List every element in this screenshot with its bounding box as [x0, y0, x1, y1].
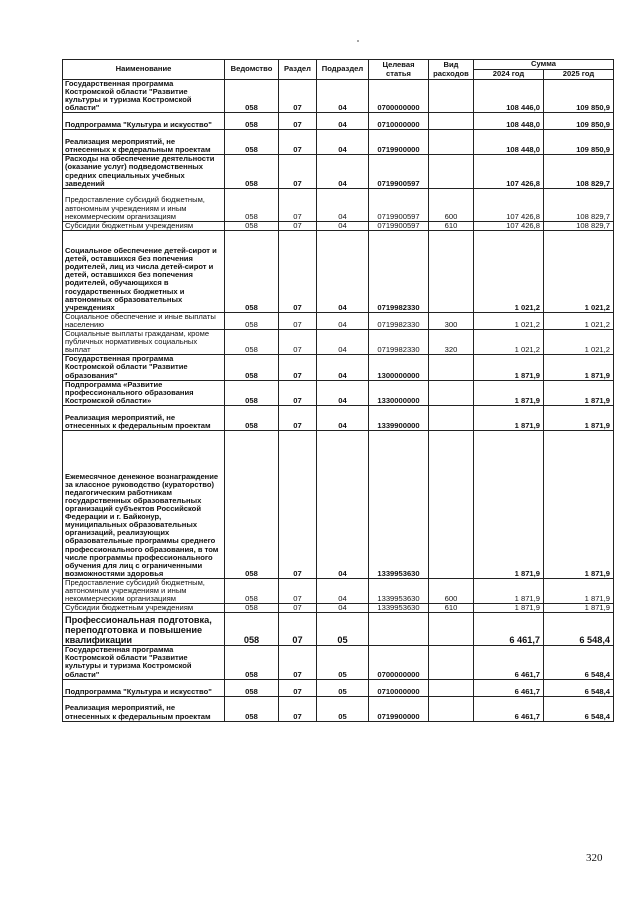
cell-section: 07: [279, 405, 317, 430]
table-row: [63, 696, 614, 721]
cell-section: 07: [279, 330, 317, 355]
table-row: [63, 130, 614, 155]
cell-s2025: 108 829,7: [544, 221, 614, 230]
cell-sub: 05: [317, 696, 369, 721]
cell-dept: 058: [225, 130, 279, 155]
cell-dept: 058: [225, 312, 279, 329]
cell-s2024: 108 448,0: [474, 130, 544, 155]
cell-sub: 04: [317, 405, 369, 430]
cell-exp: 300: [429, 312, 474, 329]
cell-s2025: 1 871,9: [544, 355, 614, 380]
cell-s2024: 6 461,7: [474, 679, 544, 696]
cell-s2024: 1 871,9: [474, 355, 544, 380]
cell-name: Профессиональная подготовка, переподготовка и повышение квалификации: [63, 613, 225, 646]
cell-sub: 04: [317, 155, 369, 188]
cell-section: 07: [279, 578, 317, 603]
cell-name: Подпрограмма «Развитие профессионального образования Костромской области»: [63, 380, 225, 405]
cell-exp: 610: [429, 604, 474, 613]
cell-sub: 04: [317, 604, 369, 613]
cell-exp: [429, 679, 474, 696]
cell-s2024: 108 446,0: [474, 80, 544, 113]
cell-exp: [429, 113, 474, 130]
cell-s2025: 6 548,4: [544, 696, 614, 721]
cell-exp: [429, 696, 474, 721]
cell-section: 07: [279, 188, 317, 221]
cell-target: 1300000000: [369, 355, 429, 380]
col-header-2024: 2024 год: [474, 70, 544, 80]
cell-section: 07: [279, 355, 317, 380]
cell-s2024: 1 871,9: [474, 578, 544, 603]
cell-target: 0719900000: [369, 696, 429, 721]
cell-sub: 04: [317, 578, 369, 603]
cell-target: 1339953630: [369, 578, 429, 603]
cell-s2025: 1 871,9: [544, 578, 614, 603]
cell-section: 07: [279, 113, 317, 130]
cell-exp: 600: [429, 188, 474, 221]
cell-exp: 600: [429, 578, 474, 603]
cell-s2025: 1 871,9: [544, 405, 614, 430]
cell-target: 0719900000: [369, 130, 429, 155]
cell-s2025: 6 548,4: [544, 613, 614, 646]
cell-s2024: 6 461,7: [474, 613, 544, 646]
cell-s2025: 109 850,9: [544, 113, 614, 130]
cell-sub: 04: [317, 130, 369, 155]
col-header-section: Раздел: [279, 60, 317, 80]
table-row: [63, 355, 614, 380]
cell-s2024: 6 461,7: [474, 696, 544, 721]
cell-name: Реализация мероприятий, не отнесенных к федеральным проектам: [63, 696, 225, 721]
cell-s2025: 1 021,2: [544, 230, 614, 312]
cell-sub: 04: [317, 312, 369, 329]
cell-target: 1339953630: [369, 430, 429, 578]
cell-s2024: 1 021,2: [474, 312, 544, 329]
cell-sub: 04: [317, 113, 369, 130]
cell-dept: 058: [225, 613, 279, 646]
cell-section: 07: [279, 221, 317, 230]
cell-sub: 04: [317, 380, 369, 405]
cell-s2024: 1 021,2: [474, 330, 544, 355]
cell-section: 07: [279, 155, 317, 188]
table-row: [63, 604, 614, 613]
cell-target: 0719982330: [369, 312, 429, 329]
cell-s2024: 107 426,8: [474, 155, 544, 188]
cell-dept: 058: [225, 405, 279, 430]
cell-s2024: 107 426,8: [474, 221, 544, 230]
cell-target: 0700000000: [369, 646, 429, 679]
cell-name: Подпрограмма "Культура и искусство": [63, 113, 225, 130]
cell-dept: 058: [225, 380, 279, 405]
cell-name: Реализация мероприятий, не отнесенных к федеральным проектам: [63, 405, 225, 430]
cell-exp: [429, 430, 474, 578]
table-row: [63, 113, 614, 130]
cell-section: 07: [279, 130, 317, 155]
cell-name: Социальное обеспечение и иные выплаты населению: [63, 312, 225, 329]
cell-target: 1339900000: [369, 405, 429, 430]
cell-s2025: 1 871,9: [544, 430, 614, 578]
cell-section: 07: [279, 80, 317, 113]
table-row: [63, 221, 614, 230]
col-header-exp-type: Вид расходов: [429, 60, 474, 80]
cell-s2024: 1 871,9: [474, 430, 544, 578]
cell-dept: 058: [225, 355, 279, 380]
table-row: [63, 230, 614, 312]
cell-sub: 04: [317, 330, 369, 355]
cell-section: 07: [279, 613, 317, 646]
col-header-subsection: Подраздел: [317, 60, 369, 80]
cell-exp: [429, 613, 474, 646]
table-row: [63, 430, 614, 578]
cell-s2024: 107 426,8: [474, 188, 544, 221]
budget-table: [62, 59, 614, 722]
page-number: 320: [586, 852, 603, 864]
table-row: [63, 405, 614, 430]
cell-target: 0710000000: [369, 113, 429, 130]
table-row: [63, 330, 614, 355]
cell-s2025: 6 548,4: [544, 679, 614, 696]
budget-rows: [63, 80, 614, 722]
cell-name: Подпрограмма "Культура и искусство": [63, 679, 225, 696]
cell-exp: [429, 646, 474, 679]
cell-s2024: 108 448,0: [474, 113, 544, 130]
cell-exp: [429, 355, 474, 380]
cell-dept: 058: [225, 230, 279, 312]
cell-section: 07: [279, 679, 317, 696]
cell-s2024: 1 871,9: [474, 604, 544, 613]
cell-sub: 04: [317, 230, 369, 312]
cell-sub: 05: [317, 646, 369, 679]
cell-s2025: 1 021,2: [544, 312, 614, 329]
cell-s2024: 6 461,7: [474, 646, 544, 679]
cell-s2025: 108 829,7: [544, 188, 614, 221]
cell-s2025: 1 021,2: [544, 330, 614, 355]
cell-name: Предоставление субсидий бюджетным, автономным учреждениям и иным некоммерческим организациям: [63, 188, 225, 221]
cell-exp: [429, 230, 474, 312]
table-row: [63, 312, 614, 329]
table-row: [63, 646, 614, 679]
cell-target: 0719900597: [369, 155, 429, 188]
cell-exp: 610: [429, 221, 474, 230]
cell-name: Расходы на обеспечение деятельности (оказание услуг) подведомственных средних специальных учебных заведений: [63, 155, 225, 188]
cell-target: 0710000000: [369, 679, 429, 696]
table-row: [63, 578, 614, 603]
cell-name: Ежемесячное денежное вознаграждение за классное руководство (кураторство) педагогическим работникам государственных образовательных организаций субъектов Российской Федерации и г. Байконур, муниципальных образовательных организаций, реализующих образовательные программы среднего профессионального образования, в том числе программы профессионального обучения для лиц с ограниченными возможностями здоровья: [63, 430, 225, 578]
cell-section: 07: [279, 230, 317, 312]
cell-exp: [429, 80, 474, 113]
cell-exp: [429, 405, 474, 430]
cell-dept: 058: [225, 188, 279, 221]
cell-s2024: 1 871,9: [474, 405, 544, 430]
cell-s2025: 109 850,9: [544, 80, 614, 113]
cell-dept: 058: [225, 155, 279, 188]
cell-sub: 04: [317, 188, 369, 221]
col-header-2025: 2025 год: [544, 70, 614, 80]
cell-dept: 058: [225, 221, 279, 230]
cell-name: Государственная программа Костромской области "Развитие культуры и туризма Костромской области": [63, 80, 225, 113]
cell-sub: 04: [317, 221, 369, 230]
cell-s2025: 6 548,4: [544, 646, 614, 679]
cell-target: 0719900597: [369, 188, 429, 221]
cell-sub: 05: [317, 613, 369, 646]
table-row: [63, 613, 614, 646]
table-row: [63, 155, 614, 188]
cell-dept: 058: [225, 646, 279, 679]
cell-exp: [429, 380, 474, 405]
cell-dept: 058: [225, 80, 279, 113]
cell-dept: 058: [225, 430, 279, 578]
cell-target: 0719982330: [369, 330, 429, 355]
cell-s2024: 1 021,2: [474, 230, 544, 312]
cell-sub: 04: [317, 80, 369, 113]
col-header-sum: Сумма: [474, 60, 614, 70]
cell-exp: 320: [429, 330, 474, 355]
cell-name: Субсидии бюджетным учреждениям: [63, 604, 225, 613]
cell-section: 07: [279, 646, 317, 679]
table-row: [63, 188, 614, 221]
table-row: [63, 80, 614, 113]
header-row: [63, 60, 614, 70]
cell-target: 0719900597: [369, 221, 429, 230]
cell-section: 07: [279, 696, 317, 721]
table-row: [63, 380, 614, 405]
cell-sub: 04: [317, 430, 369, 578]
cell-dept: 058: [225, 679, 279, 696]
cell-name: Субсидии бюджетным учреждениям: [63, 221, 225, 230]
cell-dept: 058: [225, 604, 279, 613]
cell-s2025: 109 850,9: [544, 130, 614, 155]
cell-target: 1330000000: [369, 380, 429, 405]
cell-section: 07: [279, 604, 317, 613]
cell-dept: 058: [225, 578, 279, 603]
cell-target: 0700000000: [369, 80, 429, 113]
cell-s2025: 1 871,9: [544, 380, 614, 405]
cell-target: 0719982330: [369, 230, 429, 312]
table-row: [63, 679, 614, 696]
cell-dept: 058: [225, 696, 279, 721]
cell-name: Государственная программа Костромской области "Развитие образования": [63, 355, 225, 380]
cell-exp: [429, 130, 474, 155]
cell-s2025: 1 871,9: [544, 604, 614, 613]
cell-dept: 058: [225, 113, 279, 130]
cell-name: Предоставление субсидий бюджетным, автономным учреждениям и иным некоммерческим организациям: [63, 578, 225, 603]
col-header-name: Наименование: [63, 60, 225, 80]
cell-section: 07: [279, 312, 317, 329]
cell-exp: [429, 155, 474, 188]
scan-speck: [357, 40, 359, 42]
cell-section: 07: [279, 430, 317, 578]
cell-name: Социальное обеспечение детей-сирот и детей, оставшихся без попечения родителей, лиц из числа детей-сирот и детей, оставшихся без попечения родителей, обучающихся в государственных бюджетных и автономных образовательных учреждениях: [63, 230, 225, 312]
cell-sub: 05: [317, 679, 369, 696]
cell-s2024: 1 871,9: [474, 380, 544, 405]
cell-section: 07: [279, 380, 317, 405]
cell-s2025: 108 829,7: [544, 155, 614, 188]
cell-target: [369, 613, 429, 646]
cell-dept: 058: [225, 330, 279, 355]
cell-name: Реализация мероприятий, не отнесенных к федеральным проектам: [63, 130, 225, 155]
col-header-dept: Ведомство: [225, 60, 279, 80]
cell-sub: 04: [317, 355, 369, 380]
cell-name: Социальные выплаты гражданам, кроме публичных нормативных социальных выплат: [63, 330, 225, 355]
cell-name: Государственная программа Костромской области "Развитие культуры и туризма Костромской области": [63, 646, 225, 679]
col-header-target: Целевая статья: [369, 60, 429, 80]
cell-target: 1339953630: [369, 604, 429, 613]
